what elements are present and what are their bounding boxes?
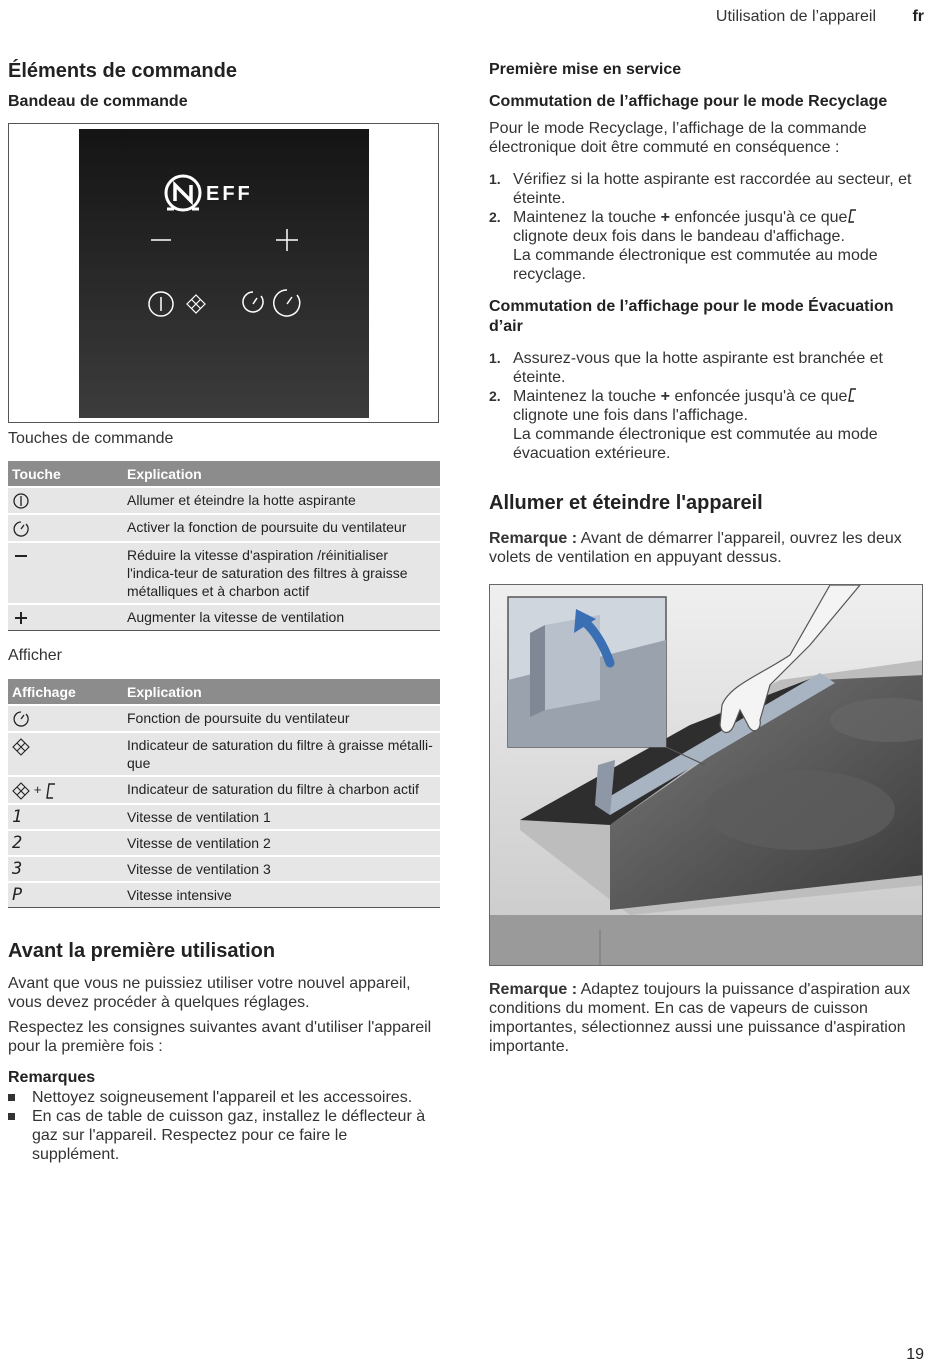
minus-icon <box>12 547 30 565</box>
grease-filter-icon <box>12 738 30 756</box>
subtitle-evacuation: Commutation de l’affichage pour le mode Évacuation d’air <box>489 298 894 335</box>
digit-2-icon: 2 <box>12 832 23 853</box>
neff-logo-text: EFF <box>206 183 253 205</box>
step-result: La commande électronique est commutée au mode évacuation extérieure. <box>513 426 878 462</box>
charcoal-filter-icon <box>847 208 857 224</box>
header-language: fr <box>912 8 924 25</box>
power-icon <box>12 492 30 510</box>
panel-filter-icon <box>187 295 205 313</box>
charcoal-filter-icon <box>847 387 857 403</box>
charcoal-filter-icon <box>45 782 57 800</box>
list-item-text: En cas de table de cuisson gaz, installez le déflecteur à gaz sur l'appareil. Respectez pour ce faire le supplément. <box>32 1108 426 1163</box>
header-title: Utilisation de l’appareil <box>715 8 876 25</box>
section-title-elements: Éléments de commande <box>8 60 237 82</box>
table-header: Affichage <box>8 679 123 705</box>
table-cell: Activer la fonction de poursuite du ventilateur <box>123 514 440 541</box>
table-row <box>8 542 440 604</box>
timer-icon <box>12 710 30 728</box>
table-cell: Augmenter la vitesse de ventilation <box>123 604 440 631</box>
table-cell: Allumer et éteindre la hotte aspirante <box>123 487 440 514</box>
step-text: Assurez-vous que la hotte aspirante est branchée et éteinte. <box>513 350 883 386</box>
step-text: Vérifiez si la hotte aspirante est raccordée au secteur, et éteinte. <box>513 171 912 207</box>
table-row <box>8 487 440 514</box>
step-number: 2. <box>489 388 501 404</box>
steps-evacuation <box>489 349 924 463</box>
note-2 <box>489 980 924 1056</box>
table-row <box>8 776 440 803</box>
list-item <box>8 1088 433 1107</box>
grease-filter-icon <box>12 782 30 800</box>
section-title-allumer: Allumer et éteindre l'appareil <box>489 492 763 514</box>
paragraph-avant-1: Avant que vous ne puissiez utiliser votre nouvel appareil, vous devez procéder à quelques réglages. <box>8 975 411 1011</box>
table-row <box>8 705 440 732</box>
steps-recyclage <box>489 170 924 284</box>
table-cell: Vitesse de ventilation 3 <box>123 856 440 882</box>
step-text: Maintenez la touche <box>513 209 661 226</box>
step-number: 1. <box>489 350 501 366</box>
table-cell: Réduire la vitesse d'aspiration /réinitialiser l'indica-teur de saturation des filtres à graisse métalliques et à charbon actif <box>123 542 440 604</box>
plus-icon: + <box>660 209 670 226</box>
remarques-list <box>8 1088 433 1164</box>
digit-3-icon: 3 <box>12 858 23 879</box>
section-title-avant: Avant la première utilisation <box>8 940 276 962</box>
page-number: 19 <box>906 1346 924 1363</box>
plus-icon <box>12 609 30 627</box>
control-panel-graphic <box>79 129 369 418</box>
table-row <box>8 856 440 882</box>
table-cell: Vitesse intensive <box>123 882 440 908</box>
table-row <box>8 830 440 856</box>
note-label: Remarque : <box>489 530 578 547</box>
digit-p-icon: P <box>12 884 23 905</box>
step-text: Maintenez la touche <box>513 388 661 405</box>
note-text: Adaptez toujours la puissance d'aspiration aux conditions du moment. En cas de vapeurs de cuisson importantes, sélectionnez aussi une puissance d'aspiration importante. <box>489 981 911 1055</box>
note-1 <box>489 529 924 567</box>
table-cell: Vitesse de ventilation 2 <box>123 830 440 856</box>
plus-icon: + <box>660 388 670 405</box>
table-row <box>8 514 440 541</box>
step-number: 2. <box>489 209 501 225</box>
list-item-text: Nettoyez soigneusement l'appareil et les accessoires. <box>32 1089 413 1106</box>
step-item <box>489 387 924 463</box>
panel-plus-icon <box>276 229 298 251</box>
step-result: La commande électronique est commutée au mode recyclage. <box>513 247 878 283</box>
step-number: 1. <box>489 171 501 187</box>
step-text: clignote deux fois dans le bandeau d'affichage. <box>513 228 845 245</box>
subtitle-bandeau: Bandeau de commande <box>8 93 188 110</box>
step-text: enfoncée jusqu'à ce que <box>670 209 848 226</box>
table-row <box>8 804 440 830</box>
table-header: Explication <box>123 679 440 705</box>
step-item <box>489 208 924 284</box>
list-item <box>8 1107 433 1164</box>
affichage-table <box>8 679 440 908</box>
step-text: enfoncée jusqu'à ce que <box>670 388 848 405</box>
step-item <box>489 349 924 387</box>
table-row <box>8 604 440 631</box>
table-cell: Indicateur de saturation du filtre à graisse métalli-que <box>123 732 440 776</box>
table-row <box>8 882 440 908</box>
table-header: Touche <box>8 461 123 487</box>
note-label: Remarque : <box>489 981 578 998</box>
caption-touches: Touches de commande <box>8 430 174 447</box>
subtitle-recyclage: Commutation de l’affichage pour le mode Recyclage <box>489 93 888 110</box>
hob-illustration <box>490 585 923 966</box>
paragraph-recyclage: Pour le mode Recyclage, l’affichage de la commande électronique doit être commuté en conséquence : <box>489 120 867 156</box>
panel-power-icon <box>149 292 173 316</box>
table-cell: Vitesse de ventilation 1 <box>123 804 440 830</box>
step-item <box>489 170 924 208</box>
subtitle-premiere: Première mise en service <box>489 61 682 78</box>
timer-icon <box>12 520 30 538</box>
illustration-vent-flaps <box>489 584 923 966</box>
table-cell: Indicateur de saturation du filtre à charbon actif <box>123 776 440 803</box>
panel-timer-large-icon <box>274 290 300 316</box>
caption-afficher: Afficher <box>8 647 62 664</box>
table-row <box>8 732 440 776</box>
subtitle-remarques: Remarques <box>8 1069 96 1086</box>
table-header: Explication <box>123 461 440 487</box>
control-panel <box>79 129 369 418</box>
paragraph-avant-2: Respectez les consignes suivantes avant d'utiliser l'appareil pour la première fois : <box>8 1019 432 1055</box>
table-cell: Fonction de poursuite du ventilateur <box>123 705 440 732</box>
note-text: Avant de démarrer l'appareil, ouvrez les deux volets de ventilation en appuyant dessus. <box>489 530 902 566</box>
panel-timer-icon <box>243 292 263 312</box>
touches-table <box>8 461 440 631</box>
neff-logo <box>166 176 253 210</box>
digit-1-icon: 1 <box>12 806 23 827</box>
step-text: clignote une fois dans l'affichage. <box>513 407 748 424</box>
plus-symbol: + <box>33 782 42 798</box>
